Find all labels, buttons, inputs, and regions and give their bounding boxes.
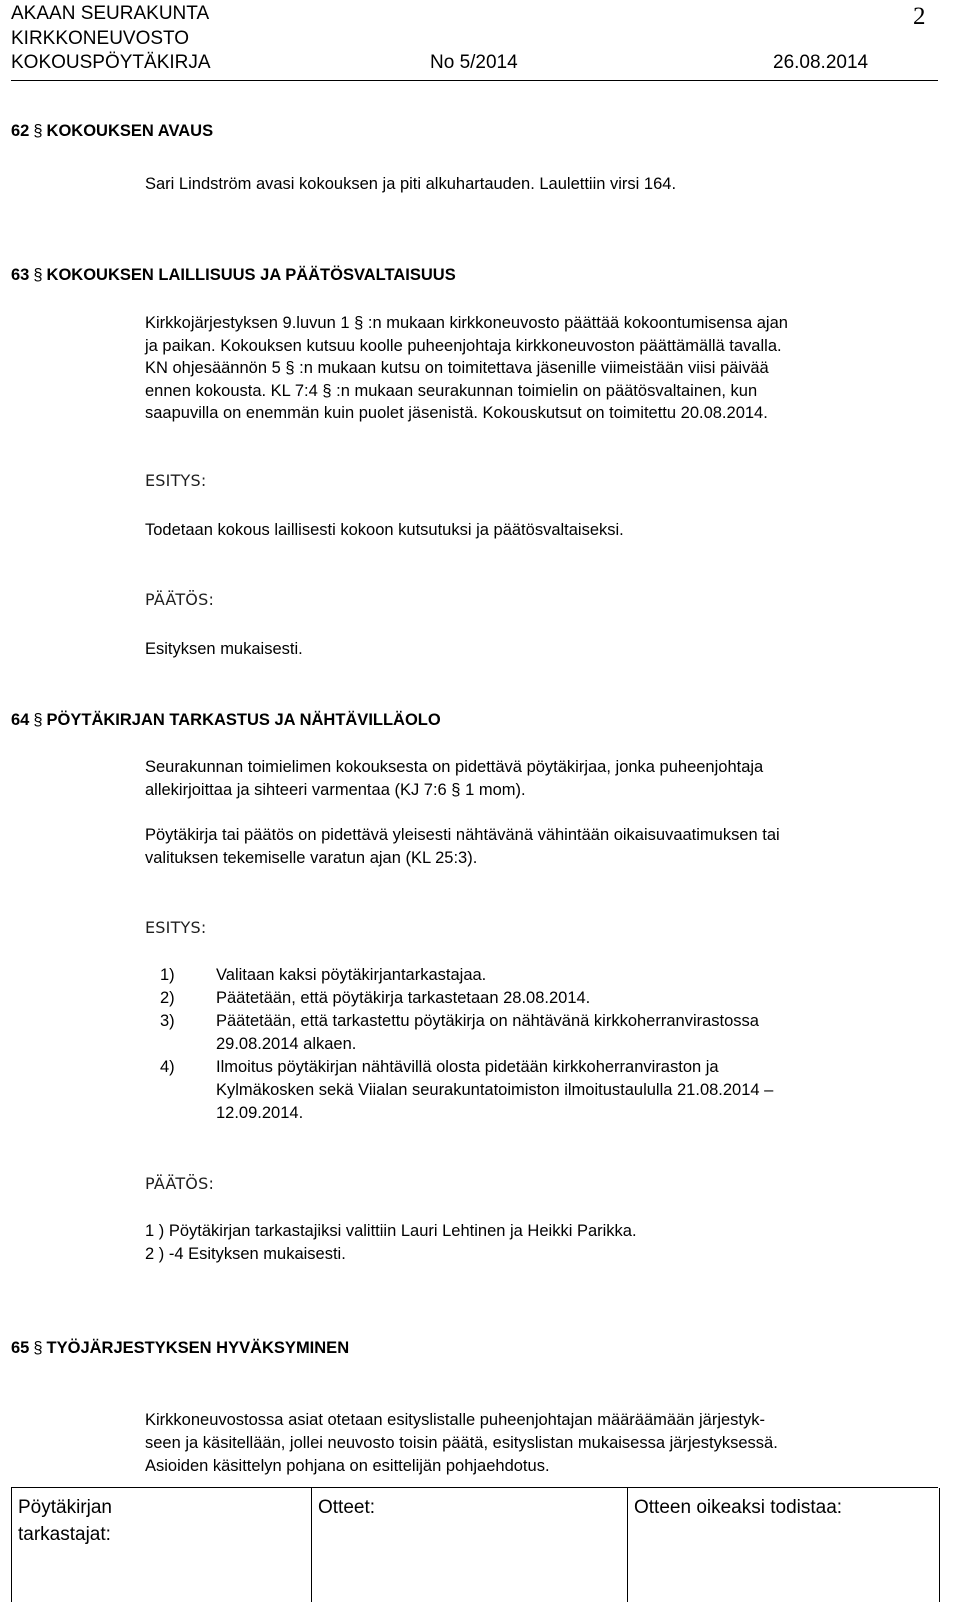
section-64-para2-line: Pöytäkirja tai päätös on pidettävä yleisesti nähtävänä vähintään oikaisuvaatimuksen tai	[145, 826, 780, 844]
section-64-decision-line: 1 ) Pöytäkirjan tarkastajiksi valittiin Lauri Lehtinen ja Heikki Parikka.	[145, 1222, 637, 1240]
header-body: KIRKKONEUVOSTO	[11, 28, 190, 49]
section-symbol-icon: §	[33, 122, 43, 140]
section-65-heading: 65 § TYÖJÄRJESTYKSEN HYVÄKSYMINEN	[11, 1339, 350, 1357]
header-date: 26.08.2014	[773, 52, 869, 73]
section-symbol-icon: §	[33, 266, 43, 284]
header-doctype: KOKOUSPÖYTÄKIRJA	[11, 52, 211, 73]
section-62-text: Sari Lindström avasi kokouksen ja piti alkuhartauden. Laulettiin virsi 164.	[145, 175, 677, 193]
section-62-heading: 62 § KOKOUKSEN AVAUS	[11, 122, 214, 140]
section-63-line: Kirkkojärjestyksen 9.luvun 1 § :n mukaan kirkkoneuvosto päättää kokoontumisensa ajan	[145, 314, 788, 332]
section-65-line: seen ja käsitellään, jollei neuvosto toisin päätä, esityslistan mukaisessa järjestyksessä.	[145, 1434, 778, 1452]
section-63-decision: Esityksen mukaisesti.	[145, 640, 303, 658]
section-63-proposal-label: ESITYS:	[145, 471, 207, 490]
section-64-para2-line: valituksen tekemiselle varatun ajan (KL 25:3).	[145, 849, 478, 867]
header-number: No 5/2014	[430, 52, 518, 73]
section-64-para1-line: allekirjoittaa ja sihteeri varmentaa (KJ 7:6 § 1 mom).	[145, 781, 526, 799]
section-64-decision-label: PÄÄTÖS:	[145, 1174, 215, 1193]
footer-cell-inspectors: Pöytäkirjan tarkastajat:	[11, 1488, 312, 1602]
header-org: AKAAN SEURAKUNTA	[11, 3, 210, 24]
section-65-line: Asioiden käsittelyn pohjana on esittelijän pohjaehdotus.	[145, 1457, 550, 1475]
section-63-decision-label: PÄÄTÖS:	[145, 590, 215, 609]
section-65-line: Kirkkoneuvostossa asiat otetaan esityslistalle puheenjohtajan määräämään järjestyk-	[145, 1411, 766, 1429]
section-63-line: ennen kokousta. KL 7:4 § :n mukaan seurakunnan toimielin on päätösvaltainen, kun	[145, 382, 758, 400]
footer-signature-table	[11, 1487, 938, 1602]
section-63-line: ja paikan. Kokouksen kutsuu koolle puheenjohtaja kirkkoneuvoston päättämällä tavalla.	[145, 337, 782, 355]
page-number: 2	[913, 3, 926, 30]
section-symbol-icon: §	[33, 1339, 43, 1357]
footer-cell-certification: Otteen oikeaksi todistaa:	[627, 1488, 940, 1602]
section-64-decision-line: 2 ) -4 Esityksen mukaisesti.	[145, 1245, 346, 1263]
footer-cell-extracts: Otteet:	[311, 1488, 628, 1602]
section-symbol-icon: §	[33, 711, 43, 729]
section-64-heading: 64 § PÖYTÄKIRJAN TARKASTUS JA NÄHTÄVILLÄOLO	[11, 711, 441, 729]
section-63-line: KN ohjesäännön 5 § :n mukaan kutsu on toimitettava jäsenille viimeistään viisi päivää	[145, 359, 769, 377]
section-63-heading: 63 § KOKOUKSEN LAILLISUUS JA PÄÄTÖSVALTAISUUS	[11, 266, 456, 284]
section-63-proposal: Todetaan kokous laillisesti kokoon kutsutuksi ja päätösvaltaiseksi.	[145, 521, 624, 539]
section-64-para1-line: Seurakunnan toimielimen kokouksesta on pidettävä pöytäkirjaa, jonka puheenjohtaja	[145, 758, 764, 776]
header-divider	[11, 80, 938, 81]
section-63-line: saapuvilla on enemmän kuin puolet jäsenistä. Kokouskutsut on toimitettu 20.08.2014.	[145, 404, 768, 422]
section-64-proposal-label: ESITYS:	[145, 918, 207, 937]
